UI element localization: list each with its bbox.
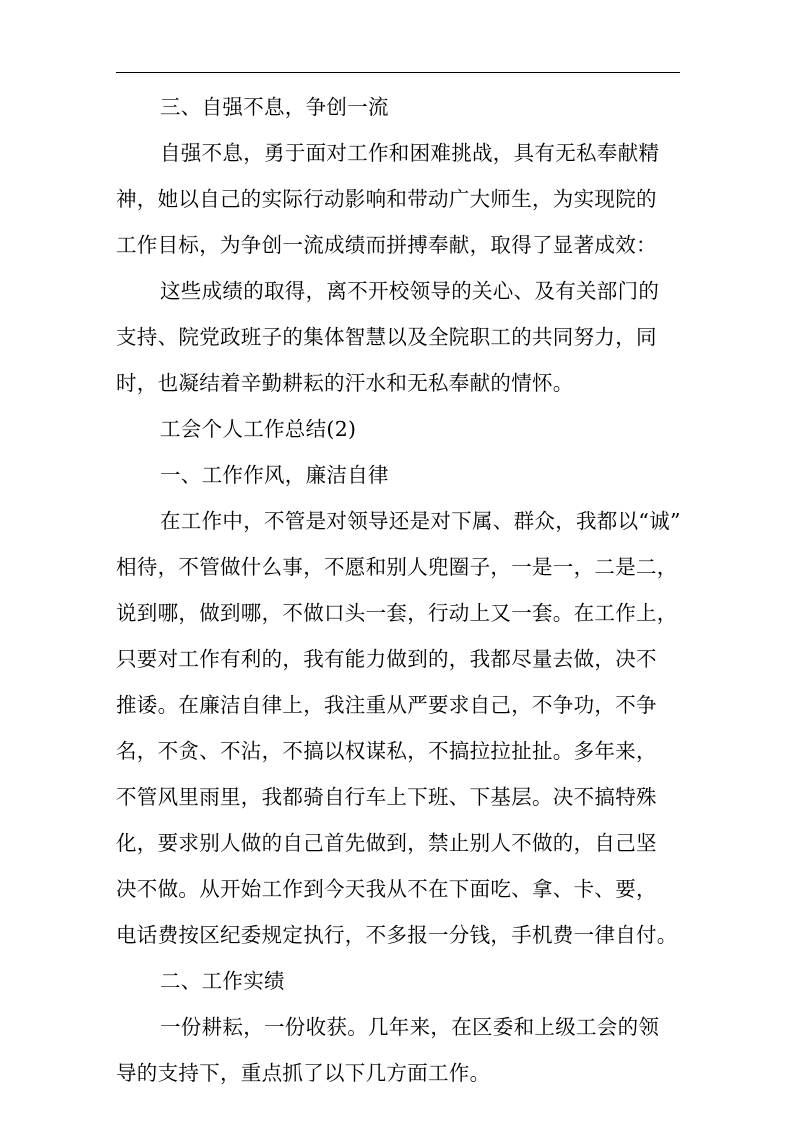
- paragraph-line: 决不做。从开始工作到今天我从不在下面吃、拿、卡、要，: [116, 877, 657, 901]
- header-rule: [116, 72, 680, 73]
- paragraph-line: 导的支持下，重点抓了以下几方面工作。: [116, 1061, 491, 1085]
- paragraph-line: 化，要求别人做的自己首先做到，禁止别人不做的，自己坚: [116, 831, 657, 855]
- paragraph-line: 自强不息，勇于面对工作和困难挑战，具有无私奉献精: [160, 141, 660, 165]
- paragraph-line: 一份耕耘，一份收获。几年来，在区委和上级工会的领: [160, 1015, 660, 1039]
- paragraph-line: 工作目标，为争创一流成绩而拼搏奉献，取得了显著成效：: [116, 233, 657, 257]
- paragraph-line: 名，不贪、不沾，不搞以权谋私，不搞拉拉扯扯。多年来，: [116, 739, 657, 763]
- paragraph-line: 电话费按区纪委规定执行，不多报一分钱，手机费一律自付。: [116, 923, 678, 947]
- paragraph-line: 说到哪，做到哪，不做口头一套，行动上又一套。在工作上，: [116, 601, 678, 625]
- paragraph-line: 相待，不管做什么事，不愿和别人兜圈子，一是一，二是二，: [116, 555, 678, 579]
- paragraph-line: 在工作中，不管是对领导还是对下属、群众，我都以“诚”: [160, 509, 681, 533]
- paragraph-line: 不管风里雨里，我都骑自行车上下班、下基层。决不搞特殊: [116, 785, 657, 809]
- document-subtitle: 工会个人工作总结(2): [160, 417, 357, 441]
- paragraph-line: 神，她以自己的实际行动影响和带动广大师生，为实现院的: [116, 187, 657, 211]
- paragraph-line: 时，也凝结着辛勤耕耘的汗水和无私奉献的情怀。: [116, 371, 574, 395]
- paragraph-line: 支持、院党政班子的集体智慧以及全院职工的共同努力，同: [116, 325, 657, 349]
- paragraph-line: 这些成绩的取得，离不开校领导的关心、及有关部门的: [160, 279, 660, 303]
- paragraph-line: 只要对工作有利的，我有能力做到的，我都尽量去做，决不: [116, 647, 657, 671]
- paragraph-line: 推诿。在廉洁自律上，我注重从严要求自己，不争功，不争: [116, 693, 657, 717]
- heading-section-3: 三、自强不息，争创一流: [160, 95, 389, 119]
- heading-section-1: 一、工作作风，廉洁自律: [160, 463, 389, 487]
- heading-section-2: 二、工作实绩: [160, 969, 285, 993]
